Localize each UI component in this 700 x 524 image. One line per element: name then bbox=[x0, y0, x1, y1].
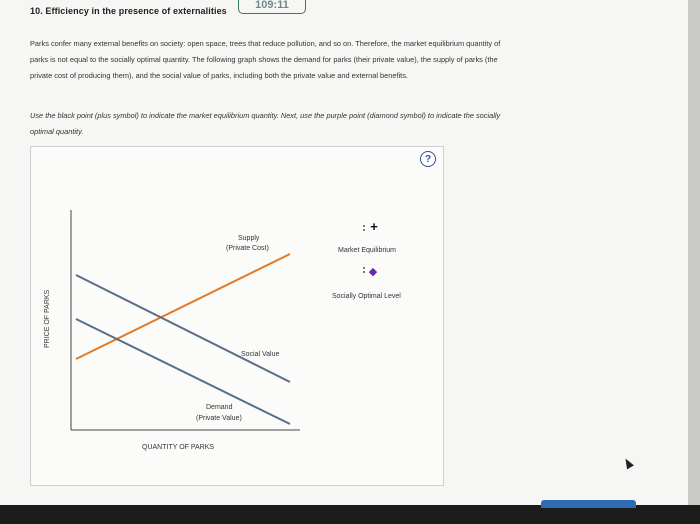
timer-badge: 109:11 bbox=[238, 0, 306, 14]
supply-label: Supply bbox=[238, 235, 260, 242]
social-value-curve[interactable] bbox=[76, 275, 290, 382]
supply-label-sub: (Private Cost) bbox=[226, 245, 269, 252]
paragraph-line: private cost of producing them), and the social value of parks, including both the private value and external benefits. bbox=[30, 71, 408, 80]
supply-curve[interactable] bbox=[76, 254, 290, 359]
tool-dot bbox=[363, 267, 365, 269]
plus-symbol-icon[interactable]: + bbox=[370, 219, 378, 234]
paragraph-line: parks is not equal to the socially optimal quantity. The following graph shows the demand for parks (their private value), the supply of parks (the bbox=[30, 55, 498, 64]
tool-dot bbox=[363, 225, 365, 227]
diamond-symbol-icon[interactable]: ◆ bbox=[368, 266, 378, 278]
instruction-line: Use the black point (plus symbol) to indicate the market equilibrium quantity. Next, use the purple point (diamond symbol) to indicate the socially bbox=[30, 111, 501, 120]
paragraph-line: Parks confer many external benefits on society: open space, trees that reduce pollution, and so on. Therefore, the market equilibrium quantity of bbox=[30, 39, 501, 48]
y-axis-label: PRICE OF PARKS bbox=[44, 289, 51, 348]
market-equilibrium-tool[interactable] bbox=[363, 219, 378, 234]
demand-label-sub: (Private Value) bbox=[196, 415, 242, 422]
social-value-label: Social Value bbox=[241, 351, 280, 358]
demand-label: Demand bbox=[206, 404, 233, 411]
demand-curve[interactable] bbox=[76, 319, 290, 424]
socially-optimal-label: Socially Optimal Level bbox=[332, 293, 401, 300]
tool-dot bbox=[363, 229, 365, 231]
instruction-line: optimal quantity. bbox=[30, 127, 84, 136]
window-edge bbox=[688, 0, 700, 524]
tool-dot bbox=[363, 271, 365, 273]
market-equilibrium-label: Market Equilibrium bbox=[338, 247, 396, 254]
question-title: 10. Efficiency in the presence of externalities bbox=[30, 6, 227, 16]
socially-optimal-tool[interactable] bbox=[363, 266, 378, 278]
x-axis-label: QUANTITY OF PARKS bbox=[142, 444, 215, 451]
bottom-action-button[interactable] bbox=[541, 500, 636, 508]
help-button[interactable]: ? bbox=[420, 151, 436, 167]
